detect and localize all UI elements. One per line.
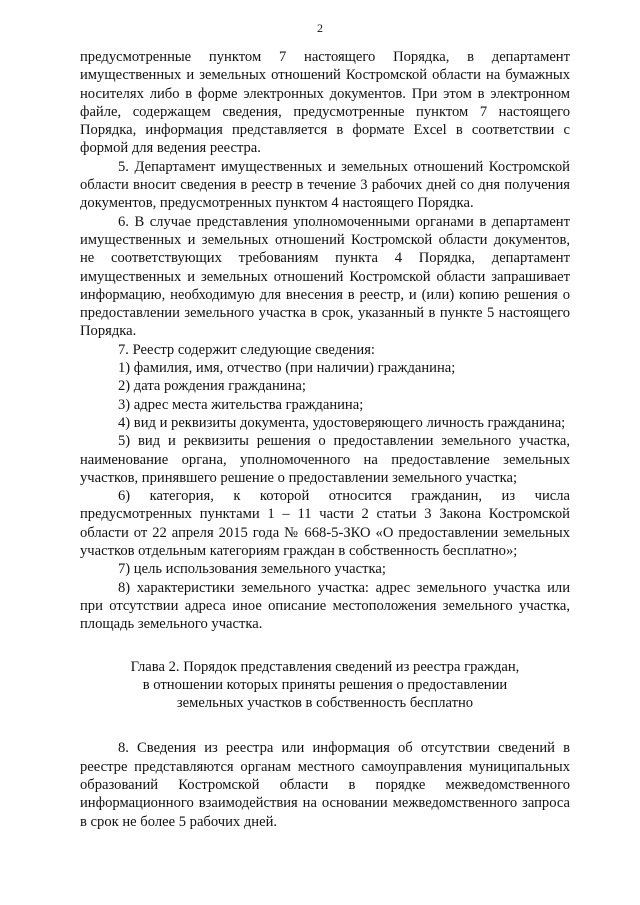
paragraphs-before-heading [80, 48, 570, 634]
paragraph: 7. Реестр содержит следующие сведения: [118, 341, 375, 358]
list-item: 7) цель использования земельного участка; [118, 561, 386, 578]
paragraph: предусмотренные пунктом 7 настоящего Порядка, в департамент имущественных и земельных отношений Костромской области на бумажных носителях либо в форме электронных документов. При этом в электронном файле, содержащем сведения, предусмотренные пунктом 7 настоящего Порядка, информация представляется в формате Excel в соответствии с формой для ведения реестра. [80, 49, 570, 157]
list-item: 3) адрес места жительства гражданина; [118, 396, 364, 413]
page-number: 2 [317, 21, 323, 35]
document-body [80, 48, 570, 831]
chapter-heading-line: в отношении которых приняты решения о предоставлении [142, 676, 508, 693]
list-item: 2) дата рождения гражданина; [118, 378, 306, 395]
list-item: 5) вид и реквизиты решения о предоставлении земельного участка, наименование органа, уполномоченного на предоставление земельных участков, принявшего решение о предоставлении земельного участка; [80, 433, 570, 486]
list-item: 4) вид и реквизиты документа, удостоверяющего личность гражданина; [118, 414, 566, 431]
paragraph: 5. Департамент имущественных и земельных отношений Костромской области вносит сведения в реестр в течение 3 рабочих дней со дня получения документов, предусмотренных пунктом 4 настоящего Порядка. [80, 158, 570, 212]
paragraph: 8. Сведения из реестра или информация об отсутствии сведений в реестре представляются органам местного самоуправления муниципальных образований Костромской области в порядке межведомственного информационного взаимодействия на основании межведомственного запроса в срок не более 5 рабочих дней. [80, 740, 570, 830]
chapter-heading [80, 658, 570, 713]
paragraphs-after-heading [80, 739, 570, 830]
chapter-heading-line: земельных участков в собственность бесплатно [176, 695, 474, 712]
list-item: 8) характеристики земельного участка: адрес земельного участка или при отсутствии адреса иное описание местоположения земельного участка, площадь земельного участка. [80, 579, 570, 633]
list-item: 1) фамилия, имя, отчество (при наличии) гражданина; [118, 360, 456, 377]
paragraph: 6. В случае представления уполномоченными органами в департамент имущественных и земельных отношений Костромской области документов, не соответствующих требованиям пункта 4 Порядка, департамент имущественных и земельных отношений Костромской области запрашивает информацию, необходимую для внесения в реестр, и (или) копию решения о предоставлении земельного участка в срок, указанный в пункте 5 настоящего Порядка. [80, 213, 570, 340]
list-item: 6) категория, к которой относится гражданин, из числа предусмотренных пунктами 1 – 11 части 2 статьи 3 Закона Костромской области от 22 апреля 2015 года № 668-5-ЗКО «О предоставлении земельных участков отдельным категориям граждан в собственность бесплатно»; [80, 488, 570, 560]
chapter-heading-line: Глава 2. Порядок представления сведений из реестра граждан, [130, 658, 520, 675]
